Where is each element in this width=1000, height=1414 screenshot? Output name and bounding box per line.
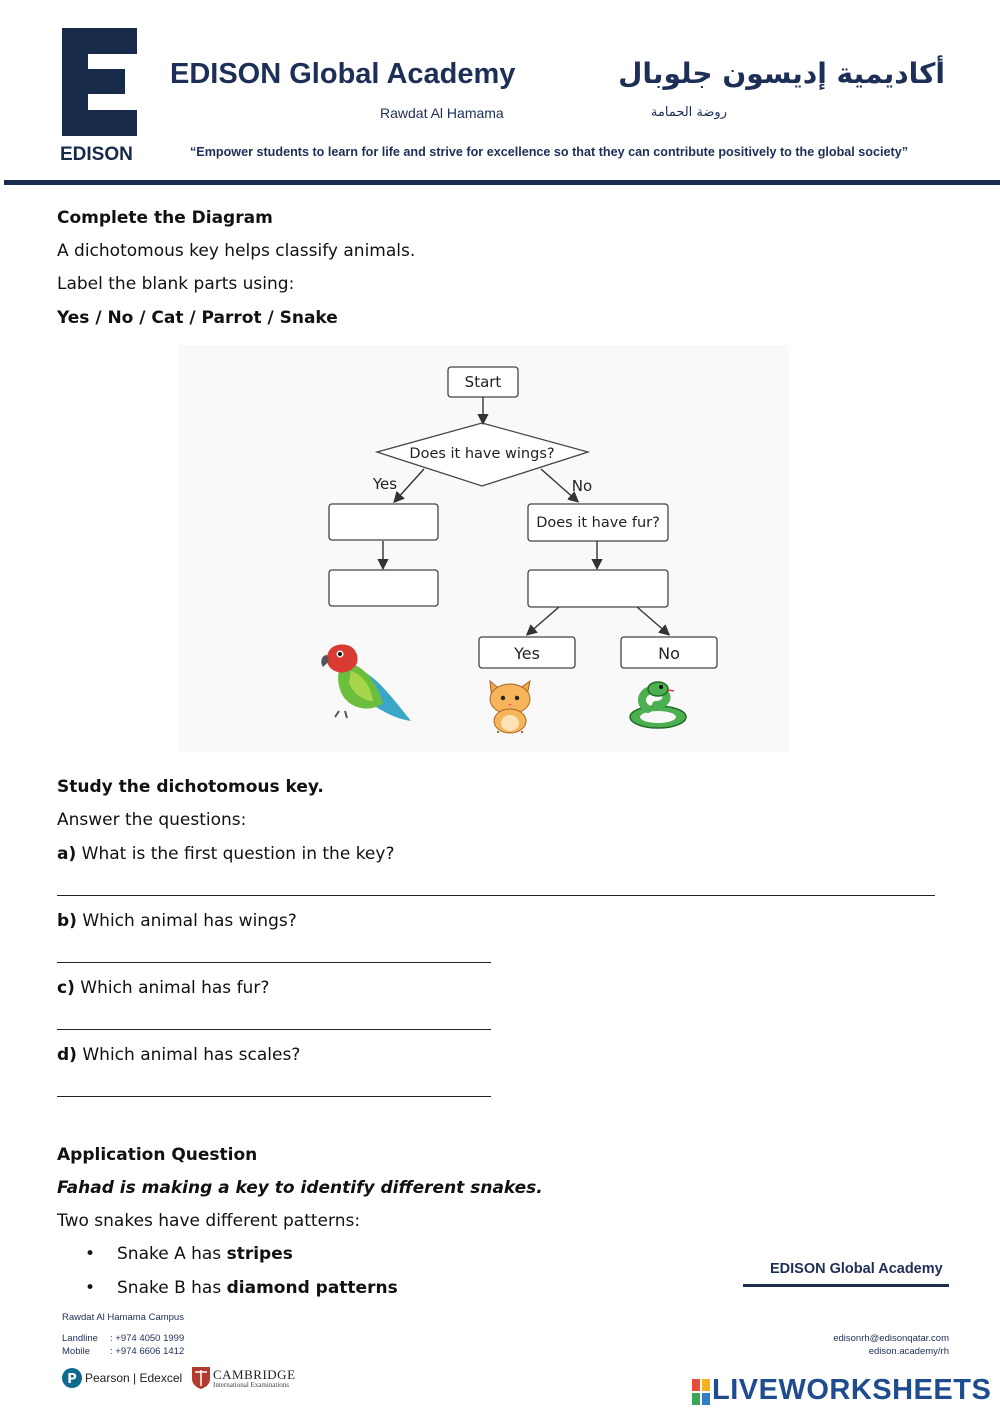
answer-line-d[interactable] [57, 1096, 491, 1097]
question-text: Which animal has fur? [80, 978, 270, 998]
cambridge-sub-label: International Examinations [213, 1381, 290, 1389]
list-item: • Snake B has diamond patterns [57, 1275, 398, 1309]
footer-mobile: : +974 6606 1412 [110, 1346, 185, 1357]
footer-website[interactable]: edison.academy/rh [868, 1346, 949, 1357]
instruction-line: Label the blank parts using: [57, 274, 295, 294]
answer-line-a[interactable] [57, 895, 935, 896]
answer-line-b[interactable] [57, 962, 491, 963]
answer-instruction: Answer the questions: [57, 810, 247, 830]
cambridge-label: CAMBRIDGE [213, 1367, 296, 1382]
question-letter: d) [57, 1045, 77, 1065]
header-divider [4, 180, 1000, 185]
blank-box-yes-2 [329, 570, 438, 606]
blank-box-yes-1 [329, 504, 438, 540]
application-scenario: Fahad is making a key to identify different snakes. [57, 1178, 543, 1198]
dichotomous-key-diagram [178, 345, 789, 752]
question-letter: b) [57, 911, 77, 931]
school-motto: “Empower students to learn for life and strive for excellence so that they can contribute positively to the global society” [190, 145, 909, 159]
yes-branch-label: Yes [372, 475, 398, 493]
snake-icon [630, 682, 686, 728]
answer-line-c[interactable] [57, 1029, 491, 1030]
logo-wordmark: EDISON [60, 144, 133, 165]
section-title-complete-diagram: Complete the Diagram [57, 208, 273, 228]
cat-icon [490, 681, 530, 733]
campus-name-en: Rawdat Al Hamama [380, 105, 504, 121]
instruction-line: A dichotomous key helps classify animals. [57, 241, 416, 261]
blank-box-no-2 [528, 570, 668, 607]
campus-name-ar: روضة الحمامة [650, 105, 727, 120]
cambridge-crest-icon [192, 1367, 210, 1389]
footer-landline: : +974 4050 1999 [110, 1333, 185, 1344]
list-item: • Snake A has stripes [57, 1241, 398, 1275]
arrow [541, 469, 576, 500]
footer-divider [743, 1284, 949, 1287]
footer-academy-name: EDISON Global Academy [770, 1261, 943, 1277]
fur-question-label: Does it have fur? [536, 515, 660, 531]
question-letter: c) [57, 978, 75, 998]
question-text: Which animal has wings? [82, 911, 297, 931]
section-title-application: Application Question [57, 1145, 258, 1165]
question-b [57, 910, 297, 932]
snake-pattern-list [57, 1241, 398, 1309]
wings-question-label: Does it have wings? [409, 446, 555, 462]
academy-name-en: EDISON Global Academy [170, 58, 516, 90]
arrow [396, 469, 424, 500]
footer-landline-label: Landline [62, 1333, 98, 1344]
footer-campus: Rawdat Al Hamama Campus [62, 1312, 184, 1323]
pearson-logo-icon [62, 1368, 82, 1388]
pearson-edexcel-label: Pearson | Edexcel [85, 1371, 183, 1385]
edison-logo-icon [62, 28, 137, 136]
start-label: Start [464, 373, 502, 391]
application-intro: Two snakes have different patterns: [57, 1211, 361, 1231]
no-branch-label: No [571, 477, 593, 495]
footer-email[interactable]: edisonrh@edisonqatar.com [833, 1333, 949, 1344]
question-text: What is the first question in the key? [81, 844, 395, 864]
word-bank: Yes / No / Cat / Parrot / Snake [57, 308, 338, 328]
liveworksheets-label: LIVEWORKSHEETS [712, 1374, 992, 1406]
section-title-study-key: Study the dichotomous key. [57, 777, 324, 797]
svg-text:P: P [67, 1372, 77, 1387]
question-c [57, 977, 269, 999]
arrow [637, 607, 667, 633]
footer-mobile-label: Mobile [62, 1346, 90, 1357]
question-d [57, 1044, 300, 1066]
question-text: Which animal has scales? [82, 1045, 301, 1065]
question-a [57, 843, 394, 865]
question-letter: a) [57, 844, 77, 864]
parrot-icon [321, 645, 411, 721]
arrow [529, 607, 559, 633]
no-box-label: No [658, 644, 680, 663]
liveworksheets-watermark[interactable] [690, 1374, 1000, 1410]
yes-box-label: Yes [514, 644, 540, 663]
academy-name-ar: أكاديمية إديسون جلوبال [618, 57, 945, 90]
